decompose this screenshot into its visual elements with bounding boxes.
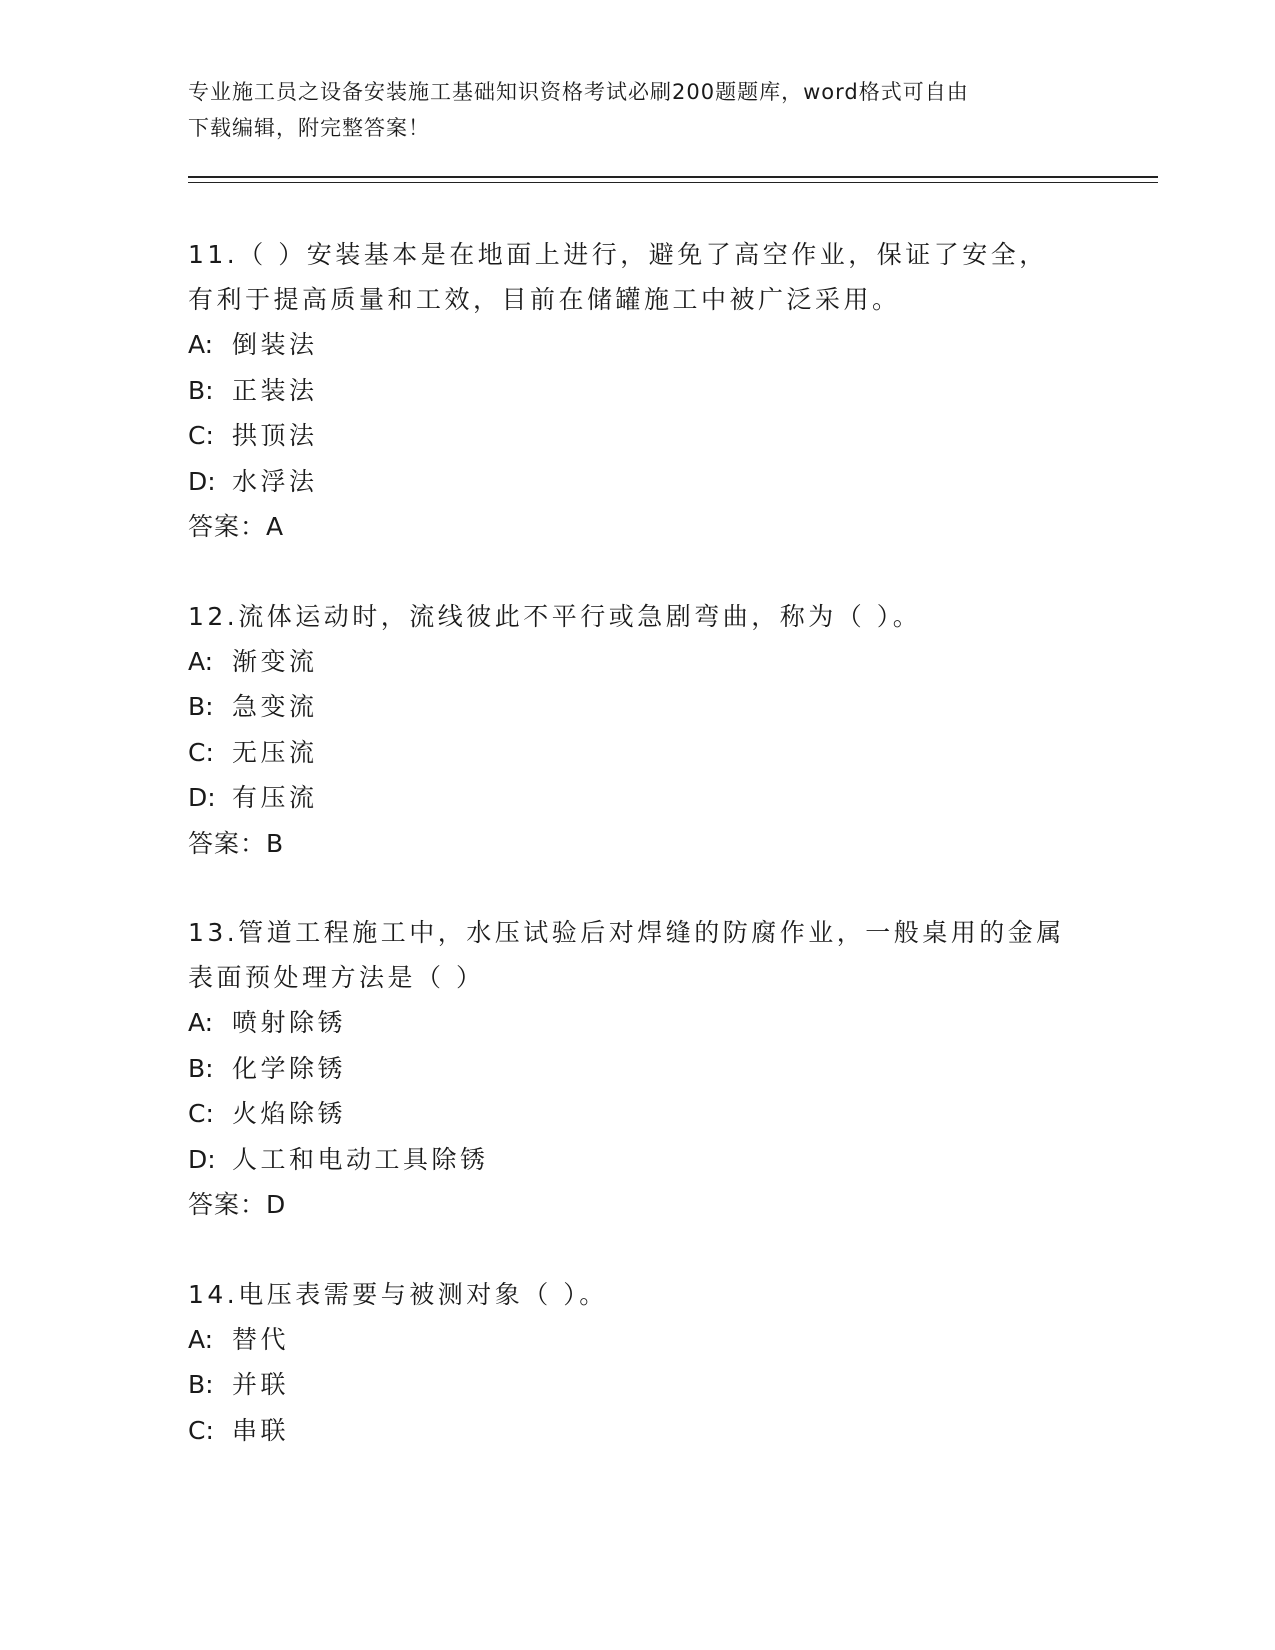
option-letter: C: — [188, 421, 214, 450]
question-14 — [188, 1272, 1088, 1454]
option-letter: C: — [188, 737, 214, 767]
option-letter: B: — [188, 1370, 214, 1399]
option-c — [188, 413, 1088, 459]
option-text: 拱顶法 — [232, 421, 318, 450]
answer-line: 答案：A — [188, 512, 285, 541]
option-text: 人工和电动工具除锈 — [232, 1144, 489, 1174]
option-letter: A: — [188, 646, 214, 676]
option-letter: B: — [188, 375, 214, 405]
header-divider-thin — [188, 182, 1158, 183]
option-b — [188, 1362, 1088, 1408]
option-text: 倒装法 — [232, 330, 318, 359]
option-letter: B: — [188, 1053, 214, 1083]
option-a — [188, 639, 1088, 685]
question-text-line-1: 14.电压表需要与被测对象（ ）。 — [188, 1279, 608, 1309]
option-text: 水浮法 — [232, 466, 318, 496]
question-text-line-1: 11.（ ）安装基本是在地面上进行，避免了高空作业，保证了安全， — [188, 240, 1048, 269]
option-letter: D: — [188, 1144, 216, 1174]
option-text: 急变流 — [232, 692, 318, 721]
header-line-2: 下载编辑，附完整答案！ — [188, 116, 430, 140]
option-a — [188, 322, 1088, 368]
option-d — [188, 775, 1088, 821]
question-text-line-1: 12.流体运动时，流线彼此不平行或急剧弯曲，称为（ ）。 — [188, 601, 922, 631]
document-header — [188, 74, 1068, 146]
question-13 — [188, 910, 1088, 1228]
option-text: 有压流 — [232, 783, 318, 812]
option-letter: C: — [188, 1099, 214, 1128]
answer-line: 答案：D — [188, 1190, 287, 1219]
option-letter: D: — [188, 783, 216, 812]
question-list — [188, 232, 1088, 1497]
option-c — [188, 1408, 1088, 1454]
option-text: 并联 — [232, 1370, 290, 1399]
option-letter: A: — [188, 1008, 214, 1037]
option-letter: A: — [188, 330, 214, 359]
option-c — [188, 1091, 1088, 1137]
option-text: 渐变流 — [232, 646, 318, 676]
option-text: 正装法 — [232, 375, 318, 405]
answer-line: 答案：B — [188, 828, 285, 858]
option-letter: D: — [188, 466, 216, 496]
header-divider-thick — [188, 176, 1158, 178]
option-text: 化学除锈 — [232, 1053, 347, 1083]
option-text: 串联 — [232, 1415, 290, 1445]
option-text: 喷射除锈 — [232, 1008, 347, 1037]
option-letter: A: — [188, 1324, 214, 1354]
option-text: 替代 — [232, 1324, 290, 1354]
option-b — [188, 684, 1088, 730]
question-text-line-2: 有利于提高质量和工效，目前在储罐施工中被广泛采用。 — [188, 285, 901, 314]
option-c — [188, 730, 1088, 776]
question-text-line-1: 13.管道工程施工中，水压试验后对焊缝的防腐作业，一般桌用的金属 — [188, 918, 1065, 947]
option-b — [188, 368, 1088, 414]
option-b — [188, 1046, 1088, 1092]
option-letter: C: — [188, 1415, 214, 1445]
question-text-line-2: 表面预处理方法是（ ） — [188, 963, 485, 992]
option-letter: B: — [188, 692, 214, 721]
question-12 — [188, 594, 1088, 867]
option-a — [188, 1317, 1088, 1363]
header-line-1: 专业施工员之设备安装施工基础知识资格考试必刷200题题库，word格式可自由 — [188, 80, 969, 104]
option-a — [188, 1000, 1088, 1046]
option-text: 无压流 — [232, 737, 318, 767]
option-d — [188, 459, 1088, 505]
option-d — [188, 1137, 1088, 1183]
option-text: 火焰除锈 — [232, 1099, 347, 1128]
question-11 — [188, 232, 1088, 550]
